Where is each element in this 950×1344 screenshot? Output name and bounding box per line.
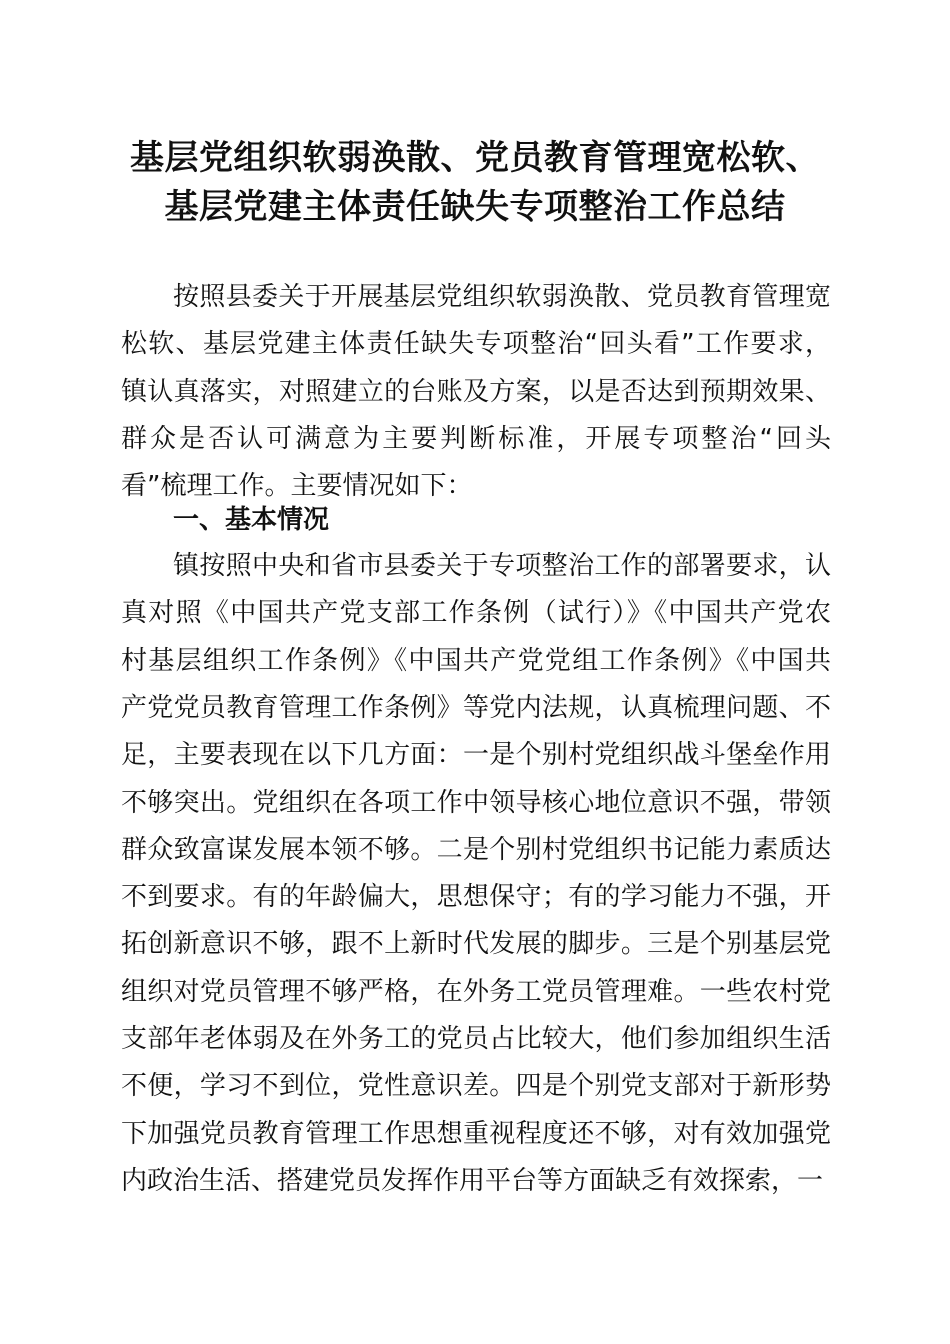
paragraph-line: 镇按照中央和省市县委关于专项整治工作的部署要求，认 xyxy=(173,551,831,581)
paragraph-line: 不便，学习不到位，党性意识差。四是个别党支部对于新形势 xyxy=(121,1071,831,1102)
paragraph-line: 足，主要表现在以下几方面：一是个别村党组织战斗堡垒作用 xyxy=(121,740,831,771)
paragraph-line: 内政治生活、搭建党员发挥作用平台等方面缺乏有效探索，一 xyxy=(121,1165,824,1196)
paragraph-line: 不够突出。党组织在各项工作中领导核心地位意识不强，带领 xyxy=(121,787,831,818)
paragraph-line: 看”梳理工作。主要情况如下： xyxy=(121,471,473,502)
paragraph-line: 镇认真落实，对照建立的台账及方案，以是否达到预期效果、 xyxy=(121,376,831,407)
document-title-line-2: 基层党建主体责任缺失专项整治工作总结 xyxy=(164,187,786,227)
paragraph-line: 松软、基层党建主体责任缺失专项整治“回头看”工作要求， xyxy=(121,329,831,360)
paragraph-line: 不到要求。有的年龄偏大，思想保守；有的学习能力不强，开 xyxy=(121,882,831,913)
paragraph-line: 组织对党员管理不够严格，在外务工党员管理难。一些农村党 xyxy=(121,976,831,1007)
paragraph-line: 产党党员教育管理工作条例》等党内法规，认真梳理问题、不 xyxy=(121,692,831,723)
paragraph-line: 下加强党员教育管理工作思想重视程度还不够，对有效加强党 xyxy=(121,1118,831,1149)
paragraph-line: 村基层组织工作条例》《中国共产党党组工作条例》《中国共 xyxy=(121,645,831,676)
paragraph-line: 真对照《中国共产党支部工作条例（试行）》《中国共产党农 xyxy=(121,598,831,629)
paragraph-line: 群众是否认可满意为主要判断标准，开展专项整治“回头 xyxy=(121,423,831,454)
paragraph-line: 按照县委关于开展基层党组织软弱涣散、党员教育管理宽 xyxy=(173,282,831,312)
paragraph-line: 支部年老体弱及在外务工的党员占比较大，他们参加组织生活 xyxy=(121,1024,831,1054)
section-heading-basic-situation: 一、基本情况 xyxy=(173,505,330,535)
document-title-line-1: 基层党组织软弱涣散、党员教育管理宽松软、 xyxy=(130,138,820,178)
paragraph-line: 群众致富谋发展本领不够。二是个别村党组织书记能力素质达 xyxy=(121,834,831,865)
paragraph-line: 拓创新意识不够，跟不上新时代发展的脚步。三是个别基层党 xyxy=(121,929,831,960)
